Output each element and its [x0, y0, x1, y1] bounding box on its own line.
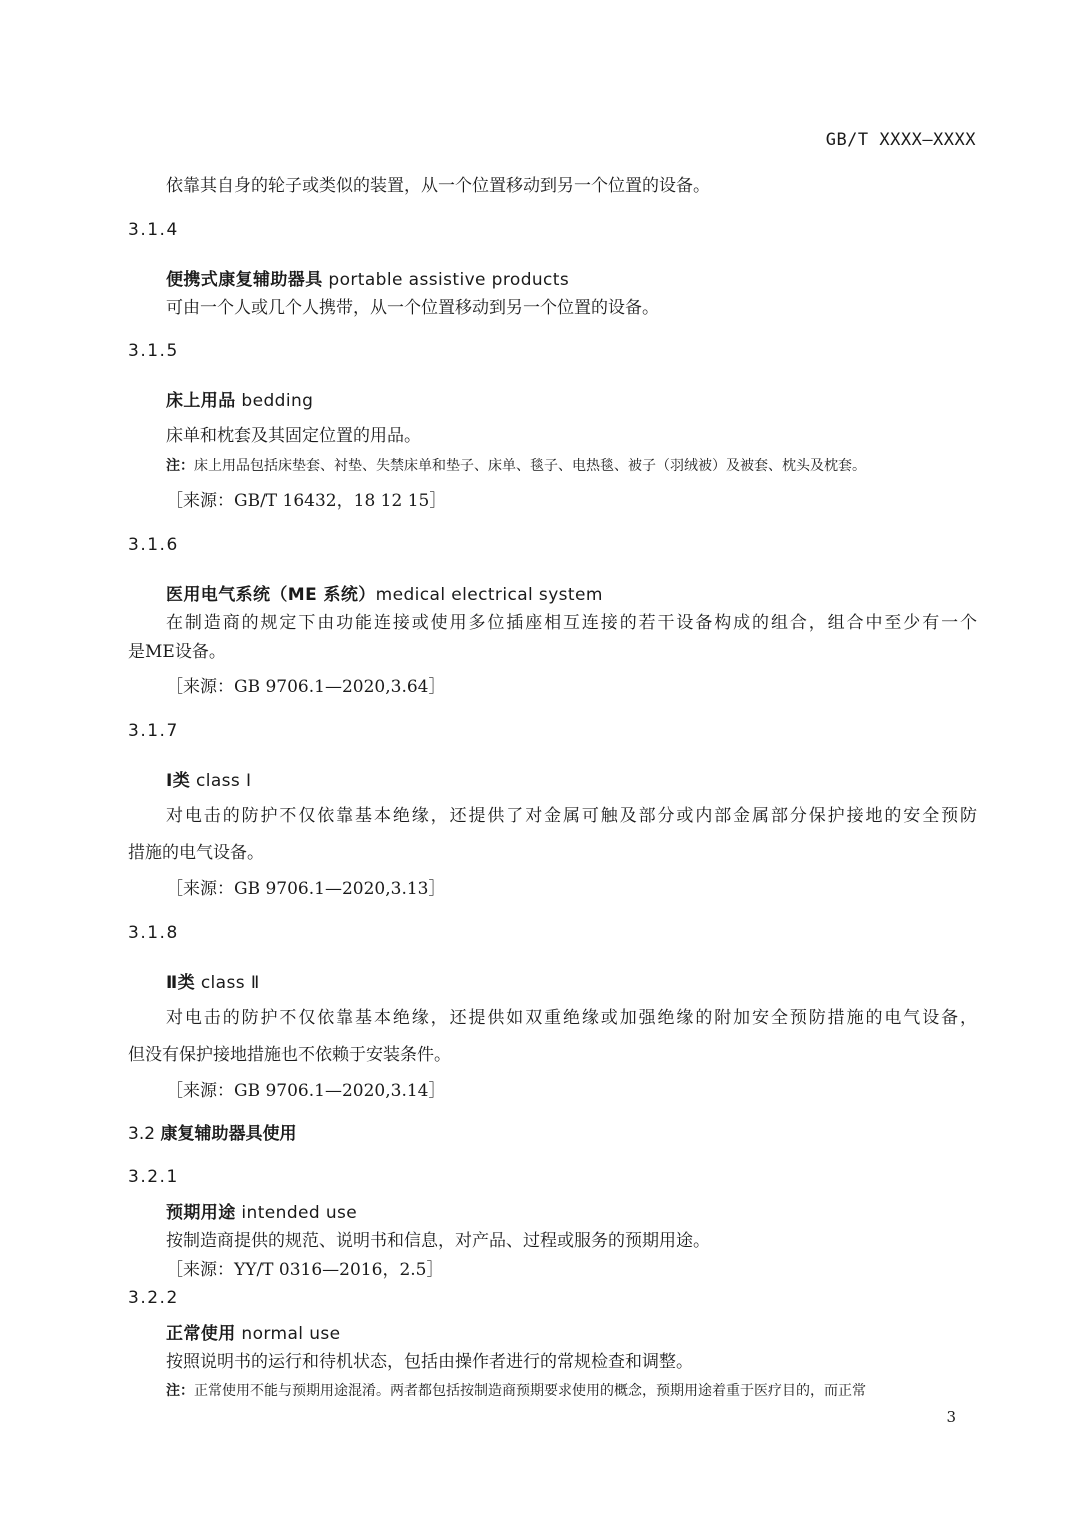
definition-text: 按制造商提供的规范、说明书和信息，对产品、过程或服务的预期用途。	[166, 1231, 710, 1251]
term-chinese: Ⅱ类	[166, 973, 195, 993]
clause-number: 3.1.6	[128, 535, 179, 555]
definition-text: 对电击的防护不仅依靠基本绝缘，还提供如双重绝缘或加强绝缘的附加安全预防措施的电气设备，	[166, 1008, 977, 1028]
source-reference: ［来源：YY/T 0316—2016，2.5］	[166, 1260, 444, 1280]
document-code-header: GB/T XXXX—XXXX	[825, 130, 976, 150]
term-english: class Ⅱ	[200, 973, 260, 993]
term-chinese: 正常使用	[166, 1324, 236, 1344]
term-heading	[166, 773, 251, 790]
term-heading	[166, 1326, 340, 1343]
term-heading	[166, 272, 569, 289]
term-heading	[166, 975, 260, 992]
clause-number: 3.1.4	[128, 220, 179, 240]
definition-text: 但没有保护接地措施也不依赖于安装条件。	[128, 1045, 451, 1065]
term-chinese: 医用电气系统（ME 系统）	[166, 585, 376, 605]
note-label: 注：	[166, 1383, 194, 1399]
term-english: medical electrical system	[375, 585, 603, 605]
note	[166, 1384, 866, 1398]
term-heading	[166, 587, 603, 604]
note-text: 正常使用不能与预期用途混淆。两者都包括按制造商预期要求使用的概念，预期用途着重于医疗目的，而正常	[194, 1383, 866, 1399]
page-number: 3	[946, 1408, 956, 1426]
note	[166, 459, 866, 473]
term-heading	[166, 393, 313, 410]
clause-number: 3.1.8	[128, 923, 179, 943]
section-title: 康复辅助器具使用	[160, 1124, 297, 1144]
term-chinese: 便携式康复辅助器具	[166, 270, 323, 290]
term-english: class Ⅰ	[195, 771, 252, 791]
term-english: intended use	[241, 1203, 358, 1223]
term-english: portable assistive products	[328, 270, 570, 290]
source-reference: ［来源：GB 9706.1—2020,3.64］	[166, 677, 446, 697]
term-heading	[166, 1205, 357, 1222]
definition-text: 依靠其自身的轮子或类似的装置，从一个位置移动到另一个位置的设备。	[166, 176, 710, 196]
term-chinese: Ⅰ类	[166, 771, 191, 791]
term-english: bedding	[241, 391, 314, 411]
clause-number: 3.2.1	[128, 1167, 179, 1187]
term-english: normal use	[241, 1324, 341, 1344]
clause-number: 3.1.7	[128, 721, 179, 741]
term-chinese: 床上用品	[166, 391, 236, 411]
clause-number: 3.2.2	[128, 1288, 179, 1308]
term-chinese: 预期用途	[166, 1203, 236, 1223]
definition-text: 可由一个人或几个人携带，从一个位置移动到另一个位置的设备。	[166, 298, 659, 318]
section-number: 3.2	[128, 1124, 156, 1144]
definition-text: 按照说明书的运行和待机状态，包括由操作者进行的常规检查和调整。	[166, 1352, 693, 1372]
definition-text: 床单和枕套及其固定位置的用品。	[166, 426, 421, 446]
note-text: 床上用品包括床垫套、衬垫、失禁床单和垫子、床单、毯子、电热毯、被子（羽绒被）及被套、枕头及枕套。	[194, 458, 866, 474]
definition-text: 对电击的防护不仅依靠基本绝缘，还提供了对金属可触及部分或内部金属部分保护接地的安全预防	[166, 806, 977, 826]
note-label: 注：	[166, 458, 194, 474]
definition-text: 在制造商的规定下由功能连接或使用多位插座相互连接的若干设备构成的组合，组合中至少有一个	[166, 613, 977, 633]
definition-text: 是ME设备。	[128, 642, 226, 662]
source-reference: ［来源：GB 9706.1—2020,3.13］	[166, 879, 446, 899]
source-reference: ［来源：GB 9706.1—2020,3.14］	[166, 1081, 446, 1101]
source-reference: ［来源：GB/T 16432，18 12 15］	[166, 491, 447, 511]
definition-text: 措施的电气设备。	[128, 843, 264, 863]
clause-number: 3.1.5	[128, 341, 179, 361]
section-heading	[128, 1126, 296, 1143]
